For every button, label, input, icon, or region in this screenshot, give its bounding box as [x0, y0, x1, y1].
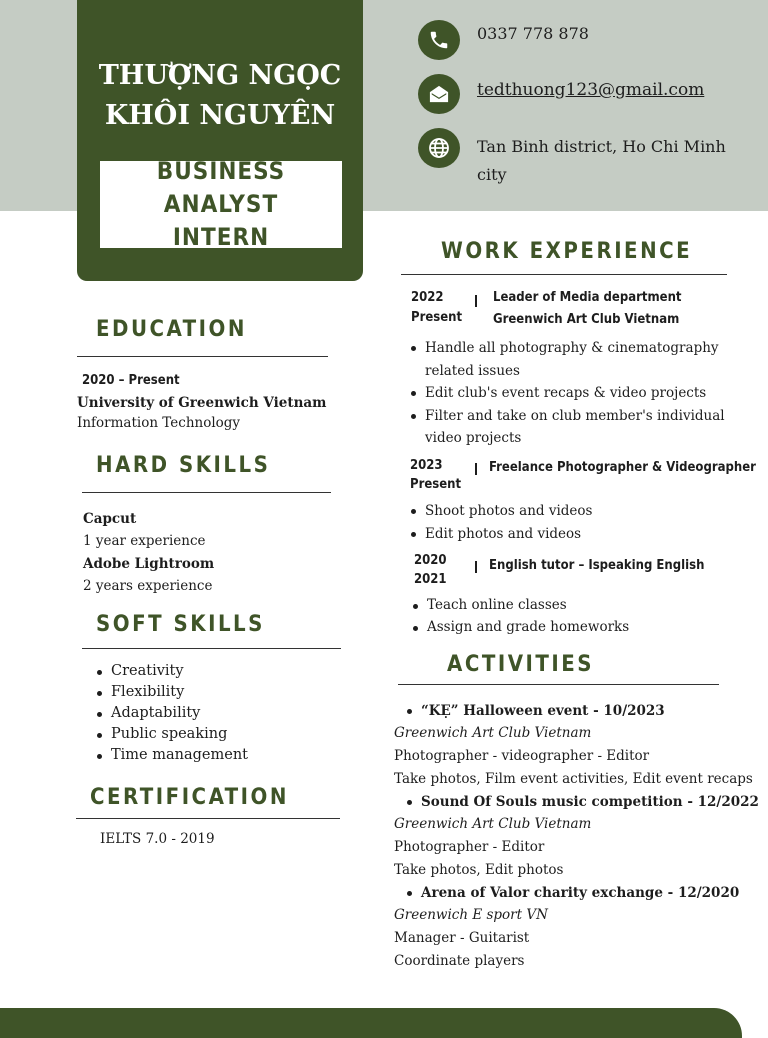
footer-band [0, 1008, 742, 1038]
activities-heading: ACTIVITIES [447, 652, 595, 677]
education-major: Information Technology [77, 415, 241, 431]
activity-title-list [403, 700, 665, 723]
activity-title: Sound Of Souls music competition - 12/2022 [403, 791, 759, 814]
education-heading: EDUCATION [96, 317, 247, 342]
contact-email [418, 74, 704, 114]
education-period: 2020 – Present [82, 373, 180, 388]
job-org: Greenwich Art Club Vietnam [493, 312, 680, 327]
list-item: Time management [93, 745, 248, 766]
phone-number: 0337 778 878 [477, 24, 589, 43]
hard-skills-rule [82, 492, 331, 493]
job-role: Leader of Media department [493, 290, 682, 305]
education-rule [77, 356, 328, 357]
list-item: Teach online classes [409, 595, 629, 617]
activity-desc: Take photos, Edit photos [394, 862, 564, 878]
address-text: Tan Binh district, Ho Chi Minh city [477, 137, 726, 184]
name-card [77, 0, 363, 281]
activity-title: Arena of Valor charity exchange - 12/2020 [403, 882, 739, 905]
candidate-name: THƯỢNG NGỌC KHÔI NGUYÊN [98, 60, 342, 131]
list-item: Filter and take on club member's individual [407, 405, 725, 428]
phone-icon [418, 20, 460, 60]
activity-title-list [403, 882, 739, 905]
hard-skill-name: Capcut [83, 511, 137, 527]
job-bullets [409, 595, 629, 638]
hard-skill-detail: 1 year experience [83, 533, 206, 549]
job-title: BUSINESS ANALYST INTERN [156, 157, 286, 251]
activity-role: Photographer - Editor [394, 839, 545, 855]
activity-desc: Take photos, Film event activities, Edit event recaps [394, 771, 753, 787]
job-role: English tutor – Ispeaking English [489, 558, 705, 573]
soft-skills-heading: SOFT SKILLS [96, 612, 265, 637]
job-bullets [407, 337, 725, 450]
work-heading: WORK EXPERIENCE [441, 239, 693, 264]
work-rule [401, 274, 727, 275]
list-item: Adaptability [93, 703, 248, 724]
job-start: 2023 [410, 458, 443, 473]
separator [475, 463, 477, 475]
job-end: Present [411, 310, 463, 325]
activities-rule [398, 684, 719, 685]
list-item: Assign and grade homeworks [409, 617, 629, 639]
job-start: 2020 [414, 553, 447, 568]
role-box [100, 157, 342, 251]
email-link[interactable]: tedthuong123@gmail.com [477, 80, 705, 100]
list-item: Public speaking [93, 724, 248, 745]
hard-skill-detail: 2 years experience [83, 578, 213, 594]
globe-icon [418, 128, 460, 168]
list-item: Flexibility [93, 682, 248, 703]
certification-rule [76, 818, 340, 819]
activity-org: Greenwich E sport VN [394, 907, 548, 923]
activity-title-list [403, 791, 759, 814]
mail-icon [418, 74, 460, 114]
certification-heading: CERTIFICATION [90, 785, 289, 810]
list-item: Edit club's event recaps & video projects [407, 382, 725, 405]
hard-skills-heading: HARD SKILLS [96, 453, 271, 478]
activity-title: “KẸ” Halloween event - 10/2023 [403, 700, 665, 723]
job-start: 2022 [411, 290, 444, 305]
list-item: Handle all photography & cinematography [407, 337, 725, 360]
list-item: Edit photos and videos [407, 523, 592, 546]
separator [475, 561, 477, 573]
activity-role: Manager - Guitarist [394, 930, 530, 946]
activity-desc: Coordinate players [394, 953, 525, 969]
activity-org: Greenwich Art Club Vietnam [394, 725, 592, 741]
job-bullets [407, 500, 592, 545]
hard-skill-name: Adobe Lightroom [83, 556, 215, 572]
activity-org: Greenwich Art Club Vietnam [394, 816, 592, 832]
job-end: Present [410, 477, 462, 492]
soft-skills-list [93, 661, 248, 766]
job-role: Freelance Photographer & Videographer [489, 460, 756, 475]
activity-role: Photographer - videographer - Editor [394, 748, 650, 764]
certification-item: IELTS 7.0 - 2019 [100, 831, 215, 847]
contact-address [418, 128, 727, 189]
contact-phone [418, 20, 589, 60]
education-school: University of Greenwich Vietnam [77, 395, 327, 411]
separator [475, 295, 477, 307]
list-item-continuation: related issues [425, 362, 520, 379]
list-item: Shoot photos and videos [407, 500, 592, 523]
list-item: Creativity [93, 661, 248, 682]
soft-skills-rule [82, 648, 341, 649]
list-item-continuation: video projects [425, 430, 522, 446]
job-end: 2021 [414, 572, 447, 587]
